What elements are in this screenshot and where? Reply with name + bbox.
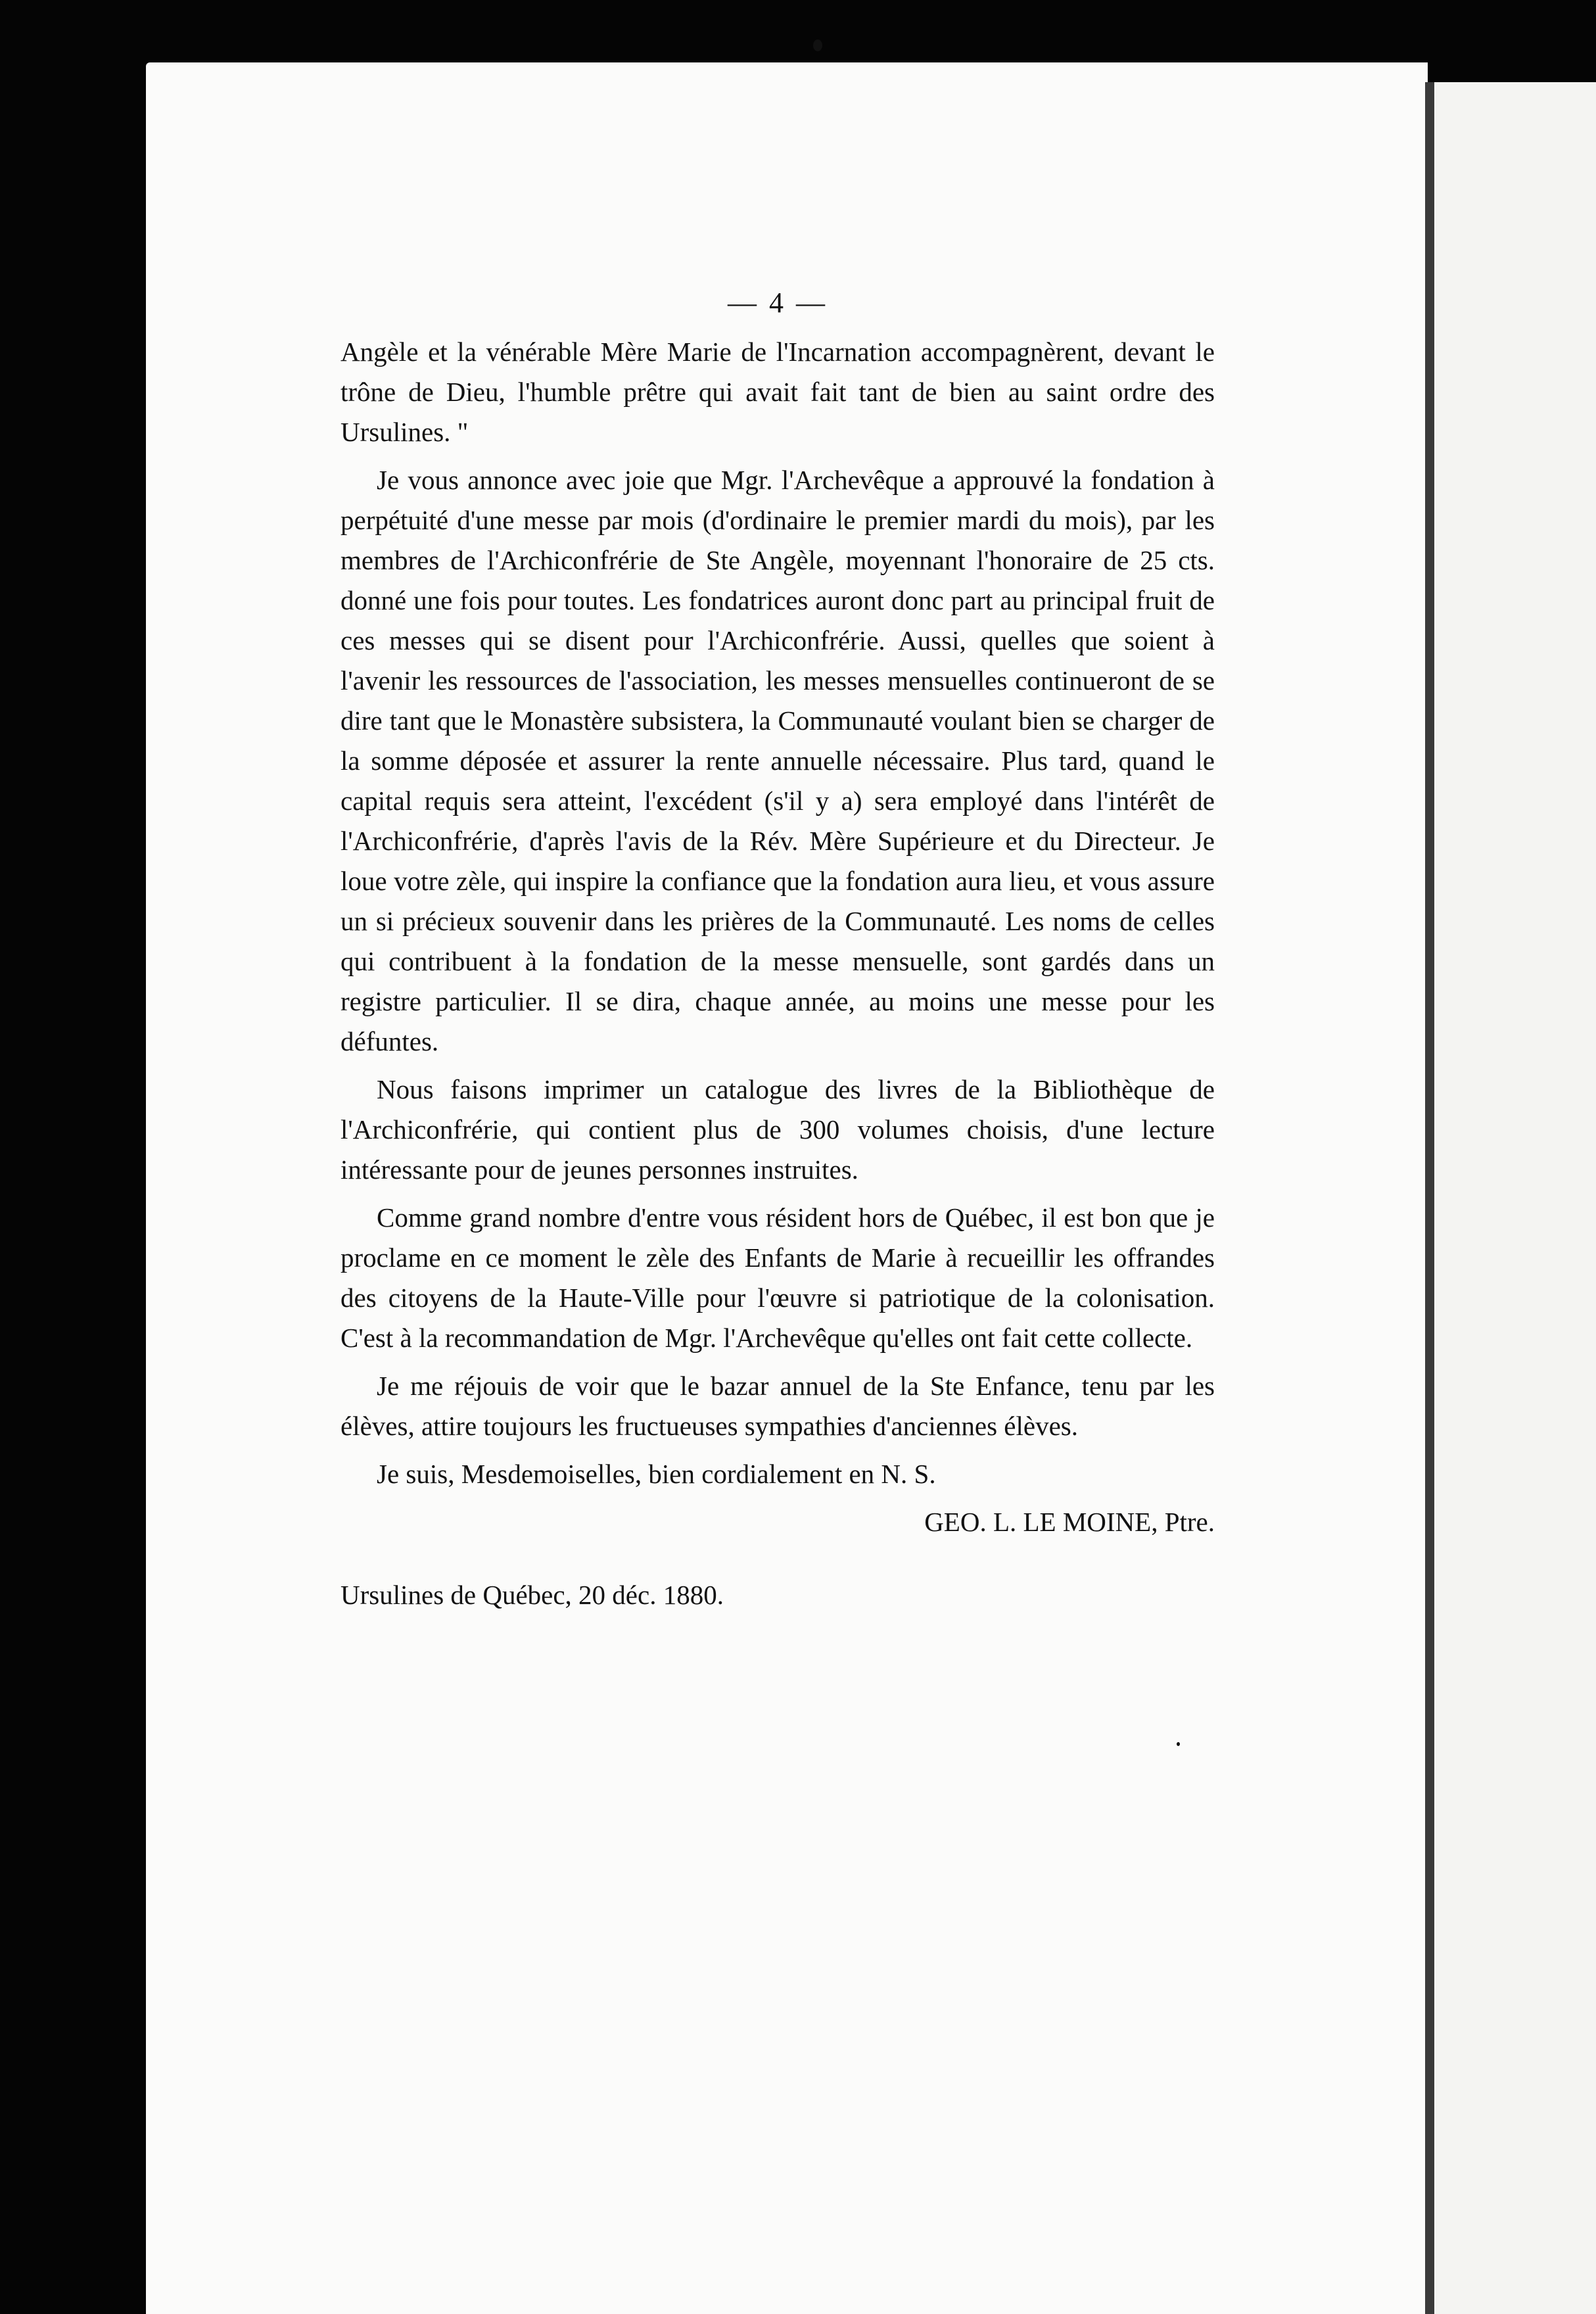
paragraph-colonisation: Comme grand nombre d'entre vous résident hors de Québec, il est bon que je proclame en ce moment le zèle des Enfants de Marie à recueillir les offrandes des citoyens de la Haute-Ville pour l'œuvre si patriotique de la colonisation. C'est à la recommandation de Mgr. l'Archevêque qu'elles ont fait cette collecte. (340, 1202, 1215, 1353)
paragraph-bazar: Je me réjouis de voir que le bazar annuel de la Ste Enfance, tenu par les élèves, attire toujours les fructueuses sympathies d'anciennes élèves. (340, 1371, 1215, 1441)
paragraph-fondation: Je vous annonce avec joie que Mgr. l'Archevêque a approuvé la fondation à perpétuité d'une messe par mois (d'ordinaire le premier mardi du mois), par les membres de l'Archiconfrérie de Ste Angèle, moyennant l'honoraire de 25 cts. donné une fois pour toutes. Les fondatrices auront donc part au principal fruit de ces messes qui se disent pour l'Archiconfrérie. Aussi, quelles que soient à l'avenir les ressources de l'association, les messes mensuelles continueront de se dire tant que le Monastère subsistera, la Communauté voulant bien se charger de la somme déposée et assurer la rente annuelle nécessaire. Plus tard, quand le capital requis sera atteint, l'excédent (s'il y a) sera employé dans l'intérêt de l'Archiconfrérie, d'après l'avis de la Rév. Mère Supérieure et du Directeur. Je loue votre zèle, qui inspire la confiance que la fondation aura lieu, et vous assure un si précieux souvenir dans les prières de la Communauté. Les noms de celles qui contribuent à la fondation de la messe mensuelle, sont gardés dans un registre particulier. Il se dira, chaque année, au moins une messe pour les défuntes. (340, 465, 1215, 1056)
page-text (340, 283, 1215, 1615)
dateline: Ursulines de Québec, 20 déc. 1880. (340, 1580, 724, 1610)
ink-speck (813, 39, 822, 51)
ink-speck (1177, 1742, 1180, 1746)
page-number: — 4 — (728, 287, 828, 319)
paragraph-catalogue: Nous faisons imprimer un catalogue des livres de la Bibliothèque de l'Archiconfrérie, qui contient plus de 300 volumes choisis, d'une lecture intéressante pour de jeunes personnes instruites. (340, 1074, 1215, 1185)
paragraph-continued: Angèle et la vénérable Mère Marie de l'Incarnation accompagnèrent, devant le trône de Dieu, l'humble prêtre qui avait fait tant de bien au saint ordre des Ursulines. " (340, 337, 1215, 447)
paragraph-closing: Je suis, Mesdemoiselles, bien cordialement en N. S. (377, 1459, 936, 1489)
signature: GEO. L. LE MOINE, Ptre. (924, 1507, 1215, 1537)
adjacent-page-edge (1425, 82, 1596, 2314)
